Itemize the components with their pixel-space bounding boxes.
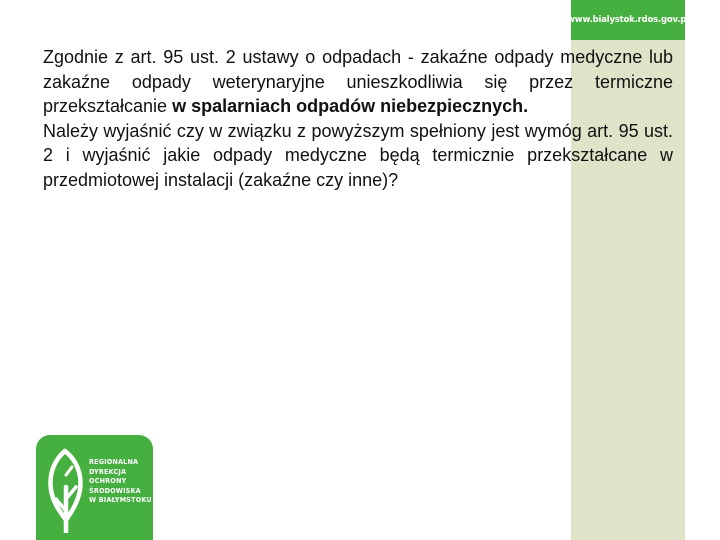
leaf-icon (42, 447, 88, 533)
website-url-bar (567, 0, 689, 40)
rdos-logo (36, 435, 153, 540)
paragraph-legal-basis (43, 45, 673, 119)
paragraph-question: Należy wyjaśnić czy w związku z powyższym spełniony jest wymóg art. 95 ust. 2 i wyjaśnić jakie odpady medyczne będą termicznie przekształcane w przedmiotowej instalacji (zakaźne czy inne)? (43, 120, 673, 190)
logo-line: REGIONALNA (89, 458, 139, 466)
logo-line: OCHRONY (89, 477, 127, 486)
logo-text (89, 458, 157, 506)
website-url: www.bialystok.rdos.gov.pl (567, 15, 689, 25)
paragraph-legal-basis-bold: w spalarniach odpadów niebezpiecznych. (172, 96, 529, 116)
logo-line: ŚRODOWISKA (89, 486, 141, 495)
logo-line: DYREKCJA (89, 467, 127, 476)
slide-content (43, 45, 673, 192)
logo-line: W BIAŁYMSTOKU (89, 496, 152, 505)
paragraph-legal-basis-text: Zgodnie z art. 95 ust. 2 ustawy o odpadach - zakaźne odpady medyczne lub zakaźne odpady weterynaryjne unieszkodliwia się przez termiczne przekształcanie (43, 47, 673, 116)
